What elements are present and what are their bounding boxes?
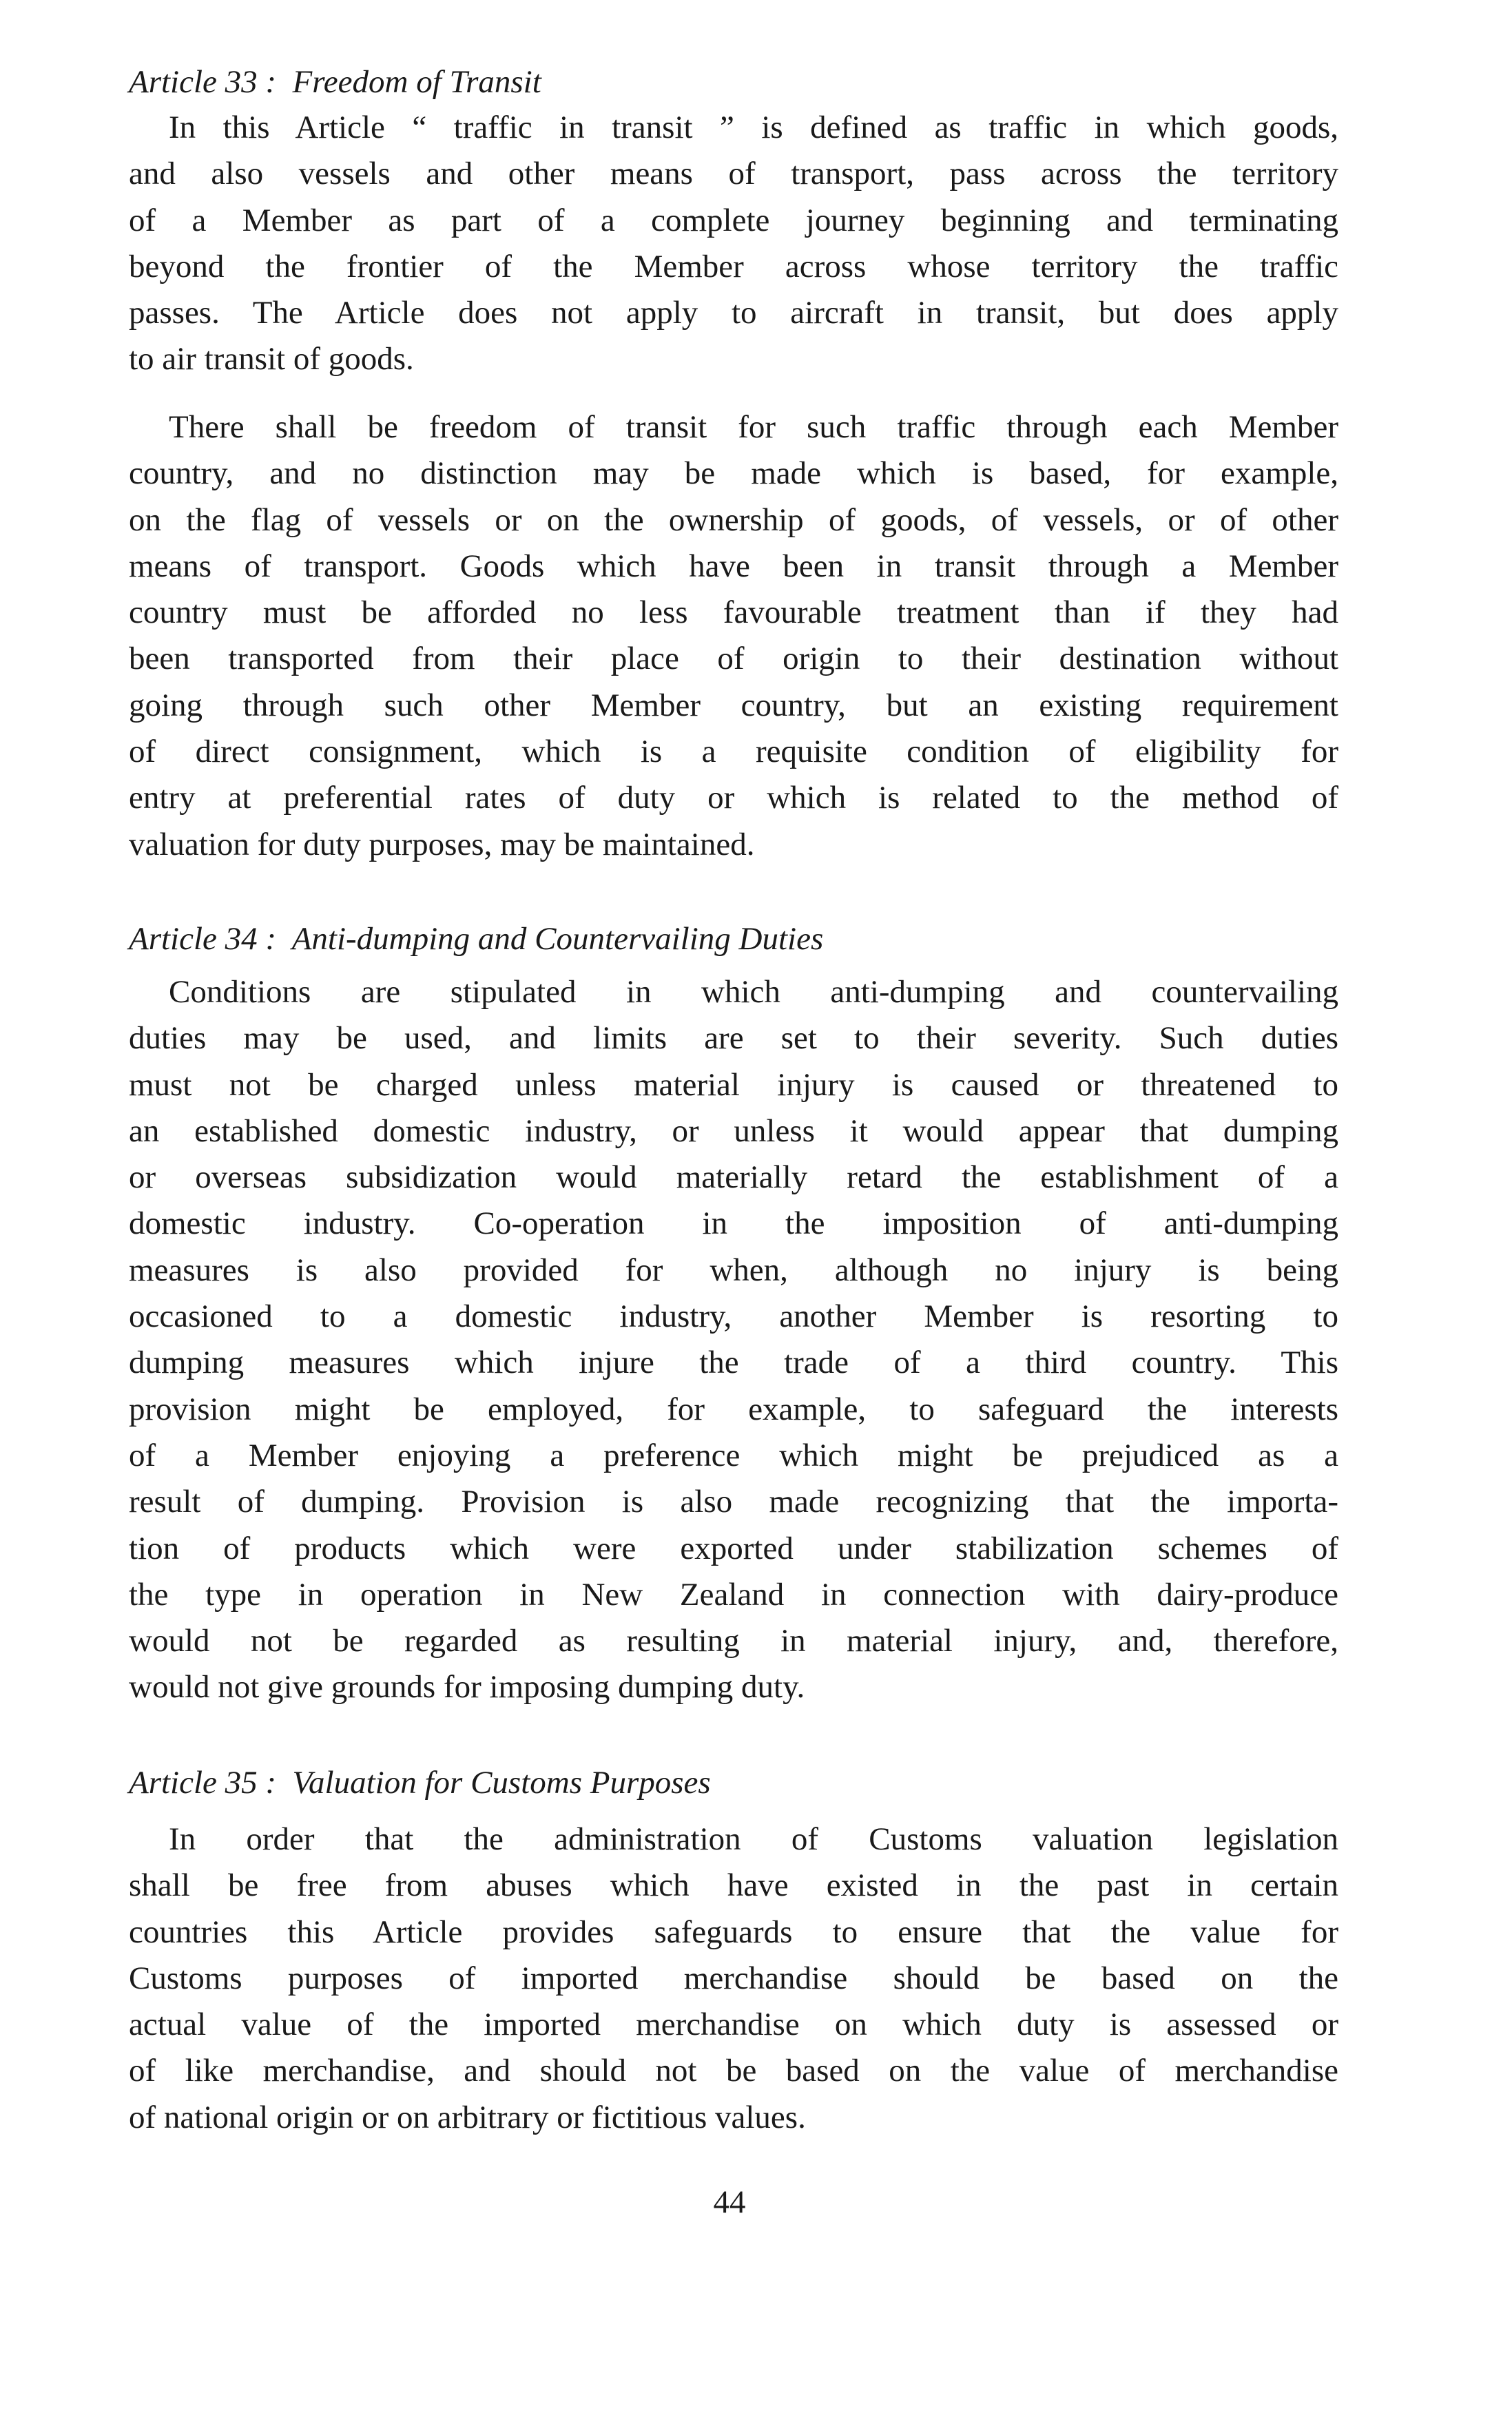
text-line: shall be free from abuses which have existed in the past in certain: [129, 1867, 1338, 1904]
text-line: valuation for duty purposes, may be maintained.: [129, 826, 755, 862]
article-heading: Article 34 : Anti-dumping and Countervailing Duties: [129, 921, 824, 957]
text-line: would not be regarded as resulting in material injury, and, therefore,: [129, 1623, 1338, 1659]
text-line: occasioned to a domestic industry, another Member is resorting to: [129, 1298, 1338, 1335]
paragraph: [129, 969, 1338, 1711]
text-line: provision might be employed, for example, to safeguard the interests: [129, 1391, 1338, 1427]
text-line: means of transport. Goods which have been in transit through a Member: [129, 548, 1338, 584]
text-line: passes. The Article does not apply to aircraft in transit, but does apply: [129, 295, 1338, 331]
text-line: countries this Article provides safeguards to ensure that the value for: [129, 1914, 1338, 1950]
text-line: must not be charged unless material injury is caused or threatened to: [129, 1066, 1338, 1103]
text-line: an established domestic industry, or unless it would appear that dumping: [129, 1112, 1338, 1149]
paragraph: [129, 105, 1338, 383]
text-line: of like merchandise, and should not be based on the value of merchandise: [129, 2053, 1338, 2089]
text-line: country, and no distinction may be made which is based, for example,: [129, 455, 1338, 492]
text-line: In this Article “ traffic in transit ” is defined as traffic in which goods,: [169, 110, 1338, 145]
text-line: to air transit of goods.: [129, 341, 414, 377]
text-line: the type in operation in New Zealand in connection with dairy-produce: [129, 1576, 1338, 1613]
text-line: or overseas subsidization would materially retard the establishment of a: [129, 1159, 1338, 1196]
text-line: beyond the frontier of the Member across whose territory the traffic: [129, 248, 1338, 284]
text-line: result of dumping. Provision is also made recognizing that the importa-: [129, 1484, 1338, 1520]
paragraph: [129, 404, 1338, 868]
text-line: of a Member as part of a complete journey beginning and terminating: [129, 202, 1338, 238]
text-line: and also vessels and other means of transport, pass across the territory: [129, 156, 1338, 192]
text-line: dumping measures which injure the trade of a third country. This: [129, 1345, 1338, 1381]
text-line: been transported from their place of origin to their destination without: [129, 641, 1338, 677]
text-line: country must be afforded no less favourable treatment than if they had: [129, 594, 1338, 631]
article-heading: Article 35 : Valuation for Customs Purposes: [129, 1765, 711, 1801]
paragraph: [129, 1816, 1338, 2141]
text-line: on the flag of vessels or on the ownership of goods, of vessels, or of other: [129, 501, 1338, 538]
text-line: In order that the administration of Customs valuation legislation: [169, 1821, 1338, 1857]
text-line: of national origin or on arbitrary or fictitious values.: [129, 2099, 806, 2135]
text-line: Customs purposes of imported merchandise should be based on the: [129, 1960, 1338, 1996]
text-line: would not give grounds for imposing dumping duty.: [129, 1669, 805, 1706]
text-line: going through such other Member country, but an existing requirement: [129, 687, 1338, 723]
text-line: domestic industry. Co-operation in the imposition of anti-dumping: [129, 1205, 1338, 1242]
text-line: measures is also provided for when, although no injury is being: [129, 1252, 1338, 1288]
text-line: entry at preferential rates of duty or which is related to the method of: [129, 780, 1338, 816]
text-line: There shall be freedom of transit for such traffic through each Member: [169, 409, 1338, 445]
text-line: tion of products which were exported under stabilization schemes of: [129, 1530, 1338, 1566]
page-number: 44: [713, 2184, 746, 2220]
text-line: actual value of the imported merchandise on which duty is assessed or: [129, 2007, 1338, 2043]
text-line: duties may be used, and limits are set to their severity. Such duties: [129, 1020, 1338, 1057]
text-line: Conditions are stipulated in which anti-dumping and countervailing: [169, 974, 1338, 1010]
text-line: of direct consignment, which is a requisite condition of eligibility for: [129, 734, 1338, 770]
article-heading: Article 33 : Freedom of Transit: [129, 64, 541, 100]
text-line: of a Member enjoying a preference which might be prejudiced as a: [129, 1437, 1338, 1473]
